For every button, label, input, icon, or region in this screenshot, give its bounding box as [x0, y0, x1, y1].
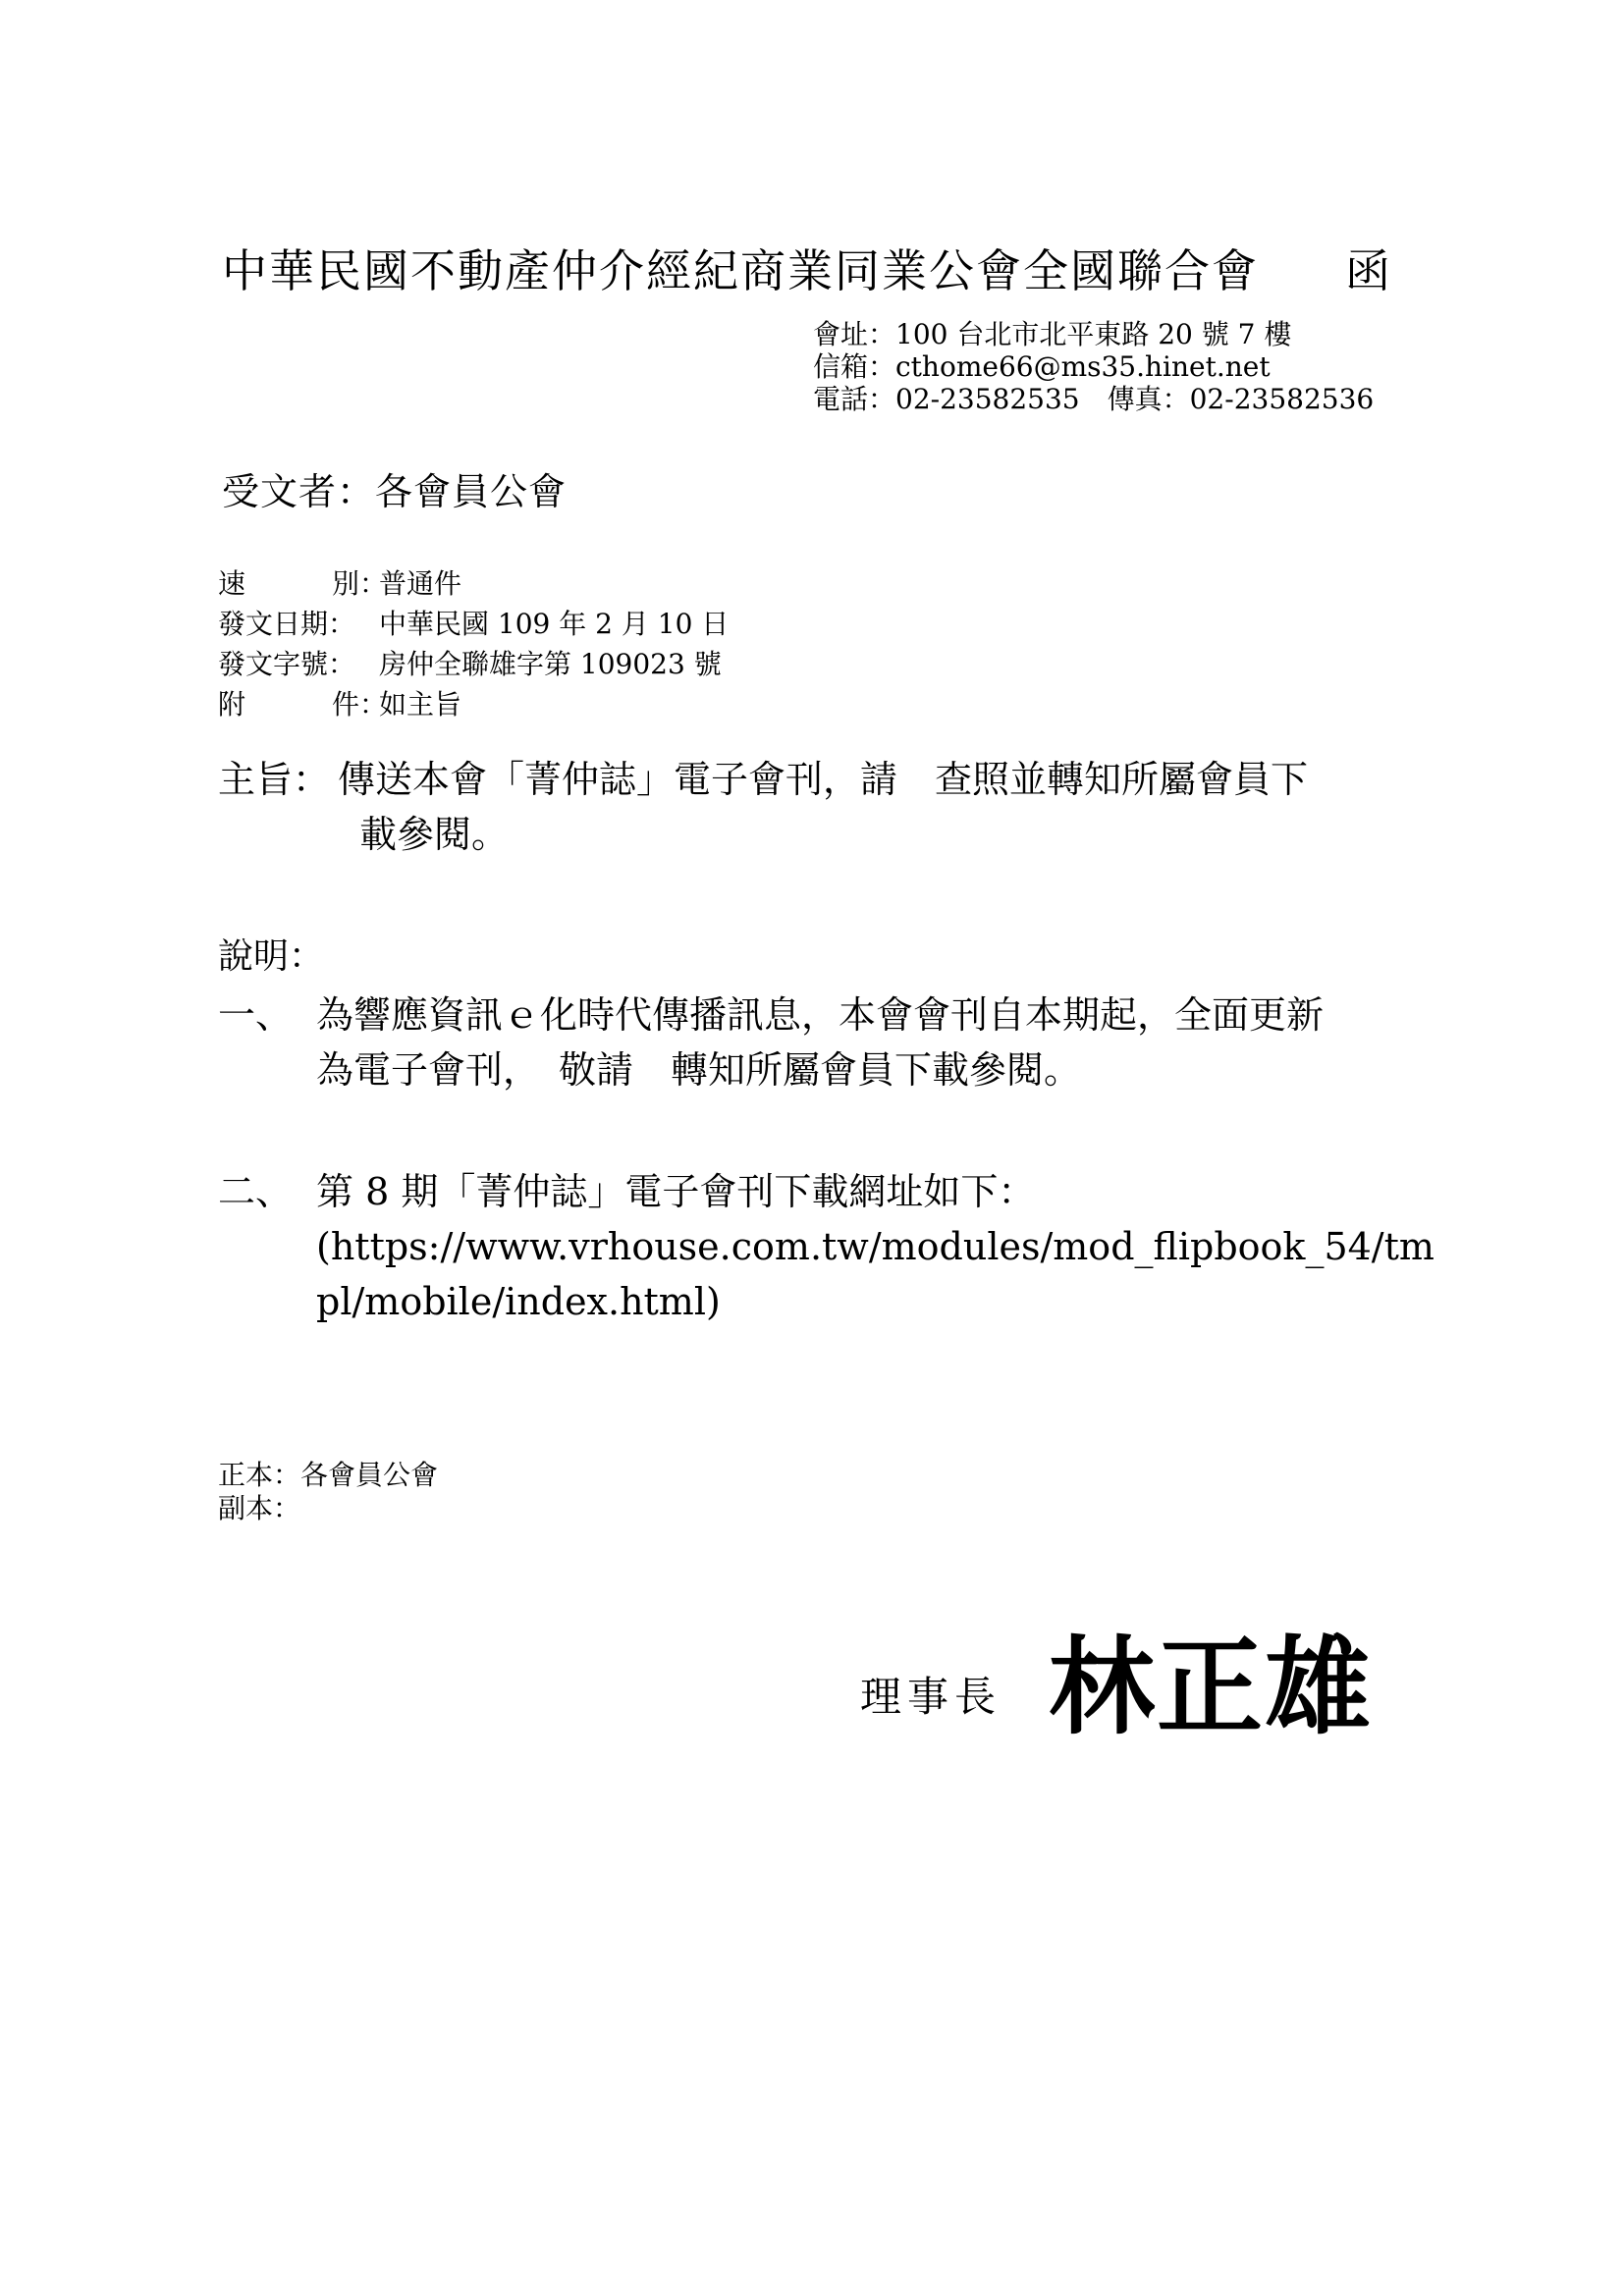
meta-attach-row — [218, 684, 729, 724]
meta-attach-value: 如主旨 — [379, 688, 462, 721]
meta-date-label: 發文日期： — [218, 608, 356, 640]
subject-block — [218, 752, 1308, 862]
meta-speed-label: 速 別： — [218, 567, 388, 600]
subject-label: 主旨： — [218, 758, 331, 801]
item-1-line-1 — [218, 988, 1324, 1042]
subject-line-1 — [218, 752, 1308, 807]
organization-title: 中華民國不動產仲介經紀商業同業公會全國聯合會 — [222, 244, 1259, 297]
item-2-text: 第 8 期「菁仲誌」電子會刊下載網址如下： — [316, 1170, 1036, 1213]
meta-number-label: 發文字號： — [218, 648, 356, 680]
meta-date-row — [218, 604, 729, 644]
phone-line: 電話：02-23582535 傳真：02-23582536 — [813, 383, 1375, 415]
address-line: 會址：100 台北市北平東路 20 號 7 樓 — [813, 318, 1292, 350]
item-2-number: 二、 — [218, 1170, 294, 1213]
copies-block — [218, 1459, 438, 1525]
item-1-number: 一、 — [218, 993, 294, 1037]
signer-title: 理事長 — [860, 1673, 1002, 1721]
explanation-item-2 — [218, 1164, 1435, 1329]
subject-line-2: 載參閱。 — [359, 813, 510, 856]
meta-speed-value: 普通件 — [379, 567, 462, 600]
download-url-line-1: (https://www.vrhouse.com.tw/modules/mod_flipbook_54/tm — [316, 1225, 1435, 1268]
meta-number-row — [218, 644, 729, 684]
subject-text: 傳送本會「菁仲誌」電子會刊，請 查照並轉知所屬會員下 — [338, 758, 1309, 801]
item-2-line-1 — [218, 1164, 1435, 1219]
recipient-line: 受文者：各會員公會 — [222, 470, 568, 513]
meta-speed-row — [218, 563, 729, 604]
meta-date-value: 中華民國 109 年 2 月 10 日 — [379, 608, 730, 640]
copy-recipient: 副本： — [218, 1492, 301, 1524]
signer-name: 林正雄 — [1049, 1627, 1374, 1749]
original-recipient: 正本：各會員公會 — [218, 1459, 439, 1491]
contact-block — [813, 318, 1374, 415]
email-line: 信箱：cthome66@ms35.hinet.net — [813, 350, 1271, 383]
meta-block — [218, 563, 729, 724]
meta-attach-label: 附 件： — [218, 688, 388, 721]
explanation-item-1 — [218, 988, 1324, 1097]
meta-number-value: 房仲全聯雄字第 109023 號 — [379, 648, 722, 680]
document-type: 函 — [1345, 244, 1390, 297]
explanation-label: 說明： — [218, 936, 325, 977]
item-1-text: 為響應資訊ｅ化時代傳播訊息，本會會刊自本期起，全面更新 — [316, 993, 1325, 1037]
item-1-line-2: 為電子會刊， 敬請 轉知所屬會員下載參閱。 — [316, 1048, 1082, 1092]
download-url-line-2: pl/mobile/index.html) — [316, 1280, 721, 1323]
